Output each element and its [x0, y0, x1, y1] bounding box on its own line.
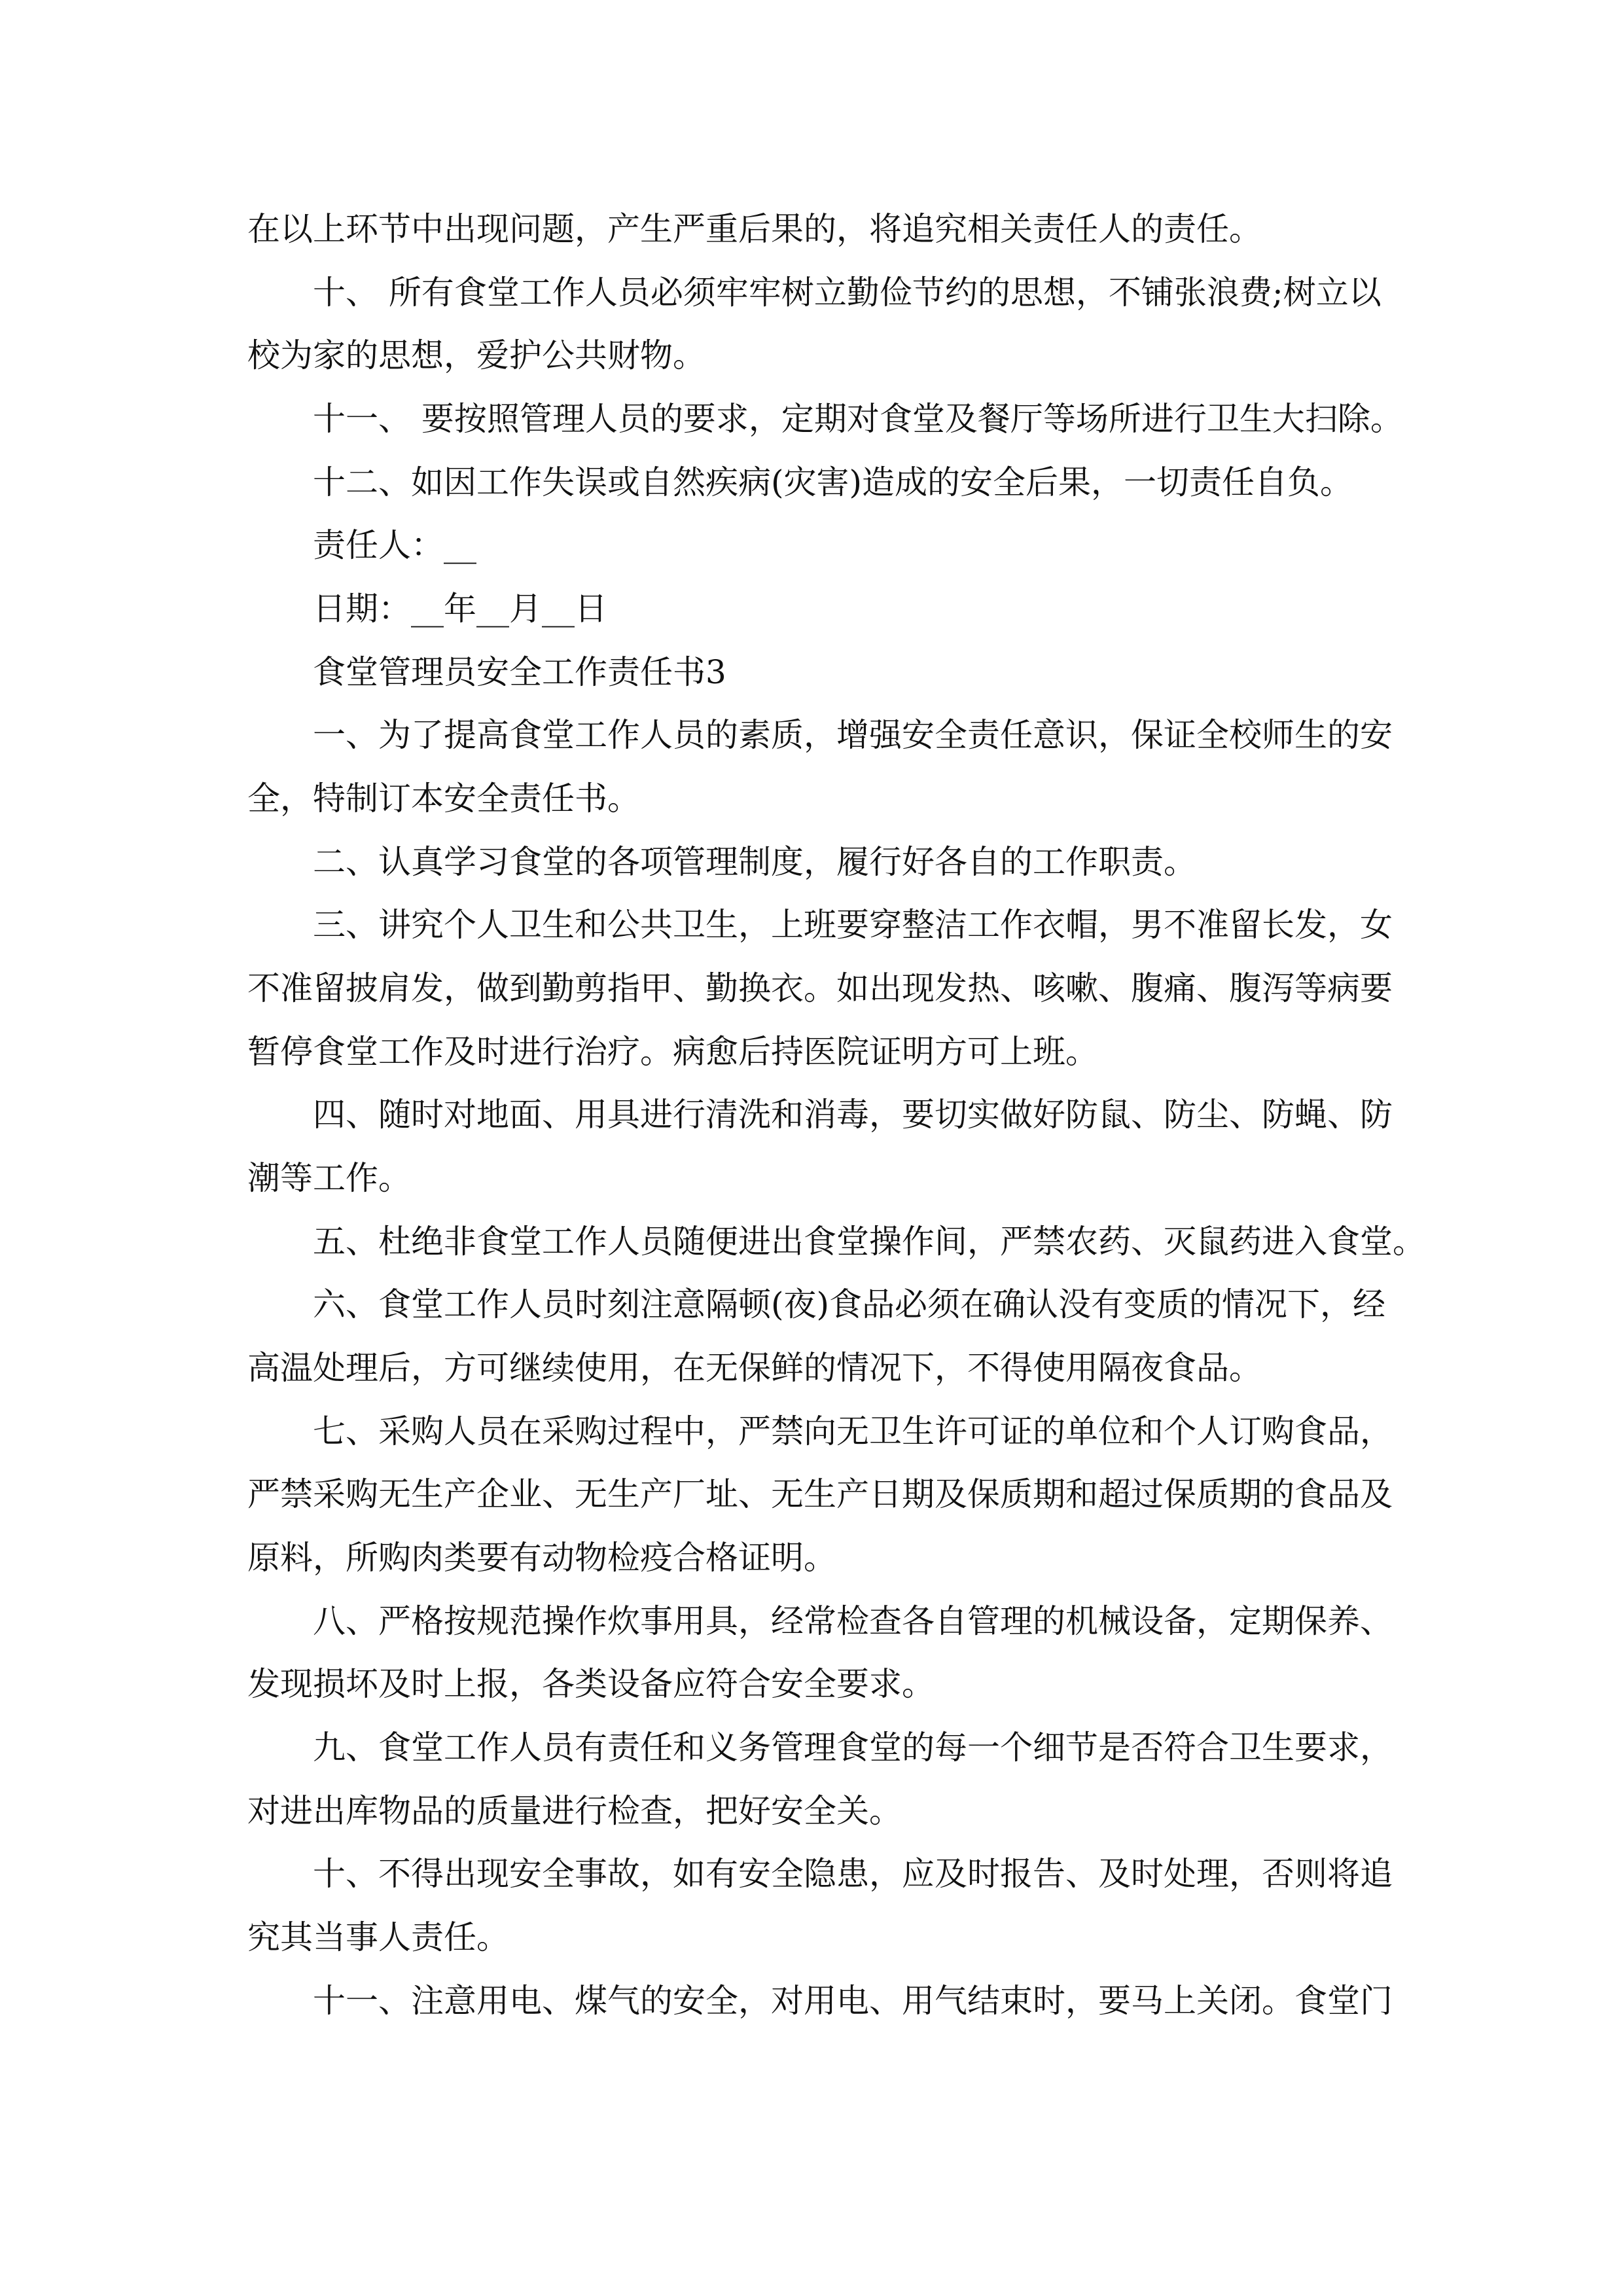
- text-line: 究其当事人责任。: [247, 1918, 509, 1956]
- text-line: 严禁采购无生产企业、无生产厂址、无生产日期及保质期和超过保质期的食品及: [247, 1475, 1393, 1513]
- signature-line: 责任人：__: [313, 526, 476, 564]
- text-line: 七、采购人员在采购过程中，严禁向无卫生许可证的单位和个人订购食品，: [313, 1412, 1393, 1450]
- text-line: 在以上环节中出现问题，产生严重后果的，将追究相关责任人的责任。: [247, 210, 1262, 248]
- text-line: 暂停食堂工作及时进行治疗。病愈后持医院证明方可上班。: [247, 1033, 1098, 1071]
- text-line: 十、不得出现安全事故，如有安全隐患，应及时报告、及时处理，否则将追: [313, 1855, 1393, 1893]
- text-line: 发现损坏及时上报，各类设备应符合安全要求。: [247, 1665, 935, 1703]
- text-line: 十、 所有食堂工作人员必须牢牢树立勤俭节约的思想，不铺张浪费;树立以: [313, 274, 1382, 312]
- text-line: 三、讲究个人卫生和公共卫生，上班要穿整洁工作衣帽，男不准留长发，女: [313, 906, 1393, 944]
- text-line: 十一、注意用电、煤气的安全，对用电、用气结束时，要马上关闭。食堂门: [313, 1982, 1393, 2020]
- text-line: 校为家的思想，爱护公共财物。: [247, 336, 705, 374]
- text-line: 六、食堂工作人员时刻注意隔顿(夜)食品必须在确认没有变质的情况下，经: [313, 1285, 1386, 1323]
- text-line: 不准留披肩发，做到勤剪指甲、勤换衣。如出现发热、咳嗽、腹痛、腹泻等病要: [247, 969, 1393, 1007]
- text-line: 潮等工作。: [247, 1159, 411, 1197]
- text-line: 四、随时对地面、用具进行清洗和消毒，要切实做好防鼠、防尘、防蝇、防: [313, 1096, 1393, 1134]
- text-line: 对进出库物品的质量进行检查，把好安全关。: [247, 1792, 902, 1830]
- text-line: 二、认真学习食堂的各项管理制度，履行好各自的工作职责。: [313, 843, 1196, 881]
- text-line: 九、食堂工作人员有责任和义务管理食堂的每一个细节是否符合卫生要求，: [313, 1729, 1393, 1767]
- text-line: 原料，所购肉类要有动物检疫合格证明。: [247, 1539, 836, 1577]
- text-line: 高温处理后，方可继续使用，在无保鲜的情况下，不得使用隔夜食品。: [247, 1349, 1262, 1387]
- text-line: 一、为了提高食堂工作人员的素质，增强安全责任意识，保证全校师生的安: [313, 716, 1393, 754]
- text-line: 十二、如因工作失误或自然疾病(灾害)造成的安全后果，一切责任自负。: [313, 463, 1353, 501]
- text-line: 全，特制订本安全责任书。: [247, 780, 640, 817]
- date-line: 日期：__年__月__日: [313, 590, 607, 628]
- text-line: 八、严格按规范操作炊事用具，经常检查各自管理的机械设备，定期保养、: [313, 1602, 1393, 1640]
- section-title: 食堂管理员安全工作责任书3: [313, 653, 726, 691]
- text-line: 十一、 要按照管理人员的要求，定期对食堂及餐厅等场所进行卫生大扫除。: [313, 400, 1403, 438]
- text-line: 五、杜绝非食堂工作人员随便进出食堂操作间，严禁农药、灭鼠药进入食堂。: [313, 1223, 1425, 1261]
